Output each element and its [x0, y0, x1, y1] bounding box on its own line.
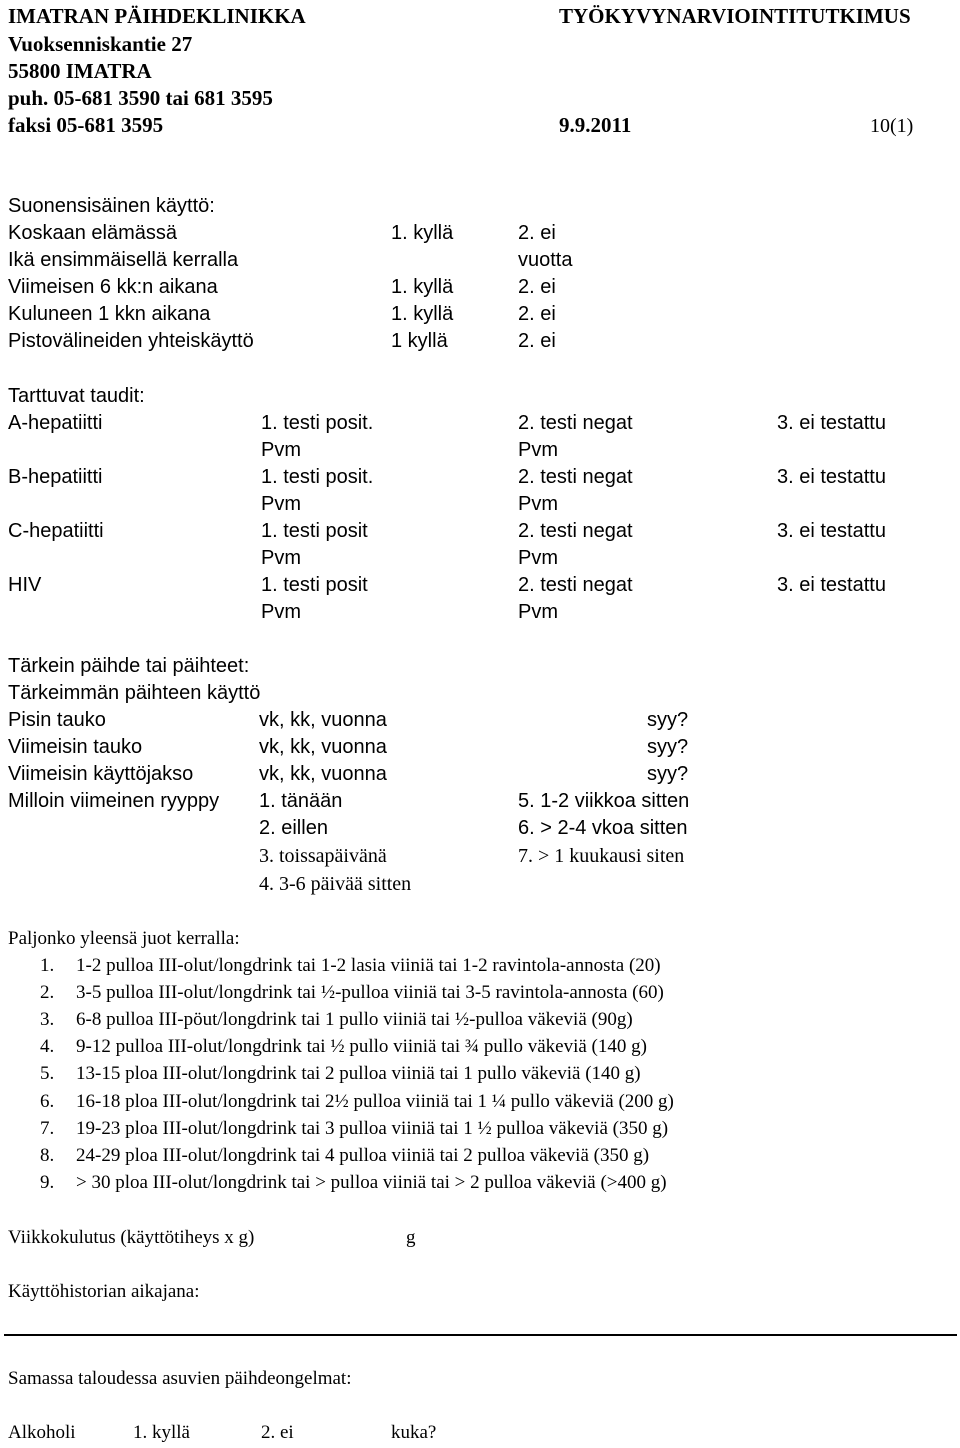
pause-row-reason: syy?: [647, 709, 689, 731]
infection-option-negative[interactable]: 2. testi negat: [518, 520, 633, 542]
weekly-consumption-label: Viikkokulutus (käyttötiheys x g): [8, 1227, 255, 1248]
positive-date-label: Pvm: [261, 547, 301, 569]
amount-option-number[interactable]: 1.: [40, 955, 55, 976]
pause-row-label: Viimeisin tauko: [8, 736, 143, 758]
iv-row-label: Pistovälineiden yhteiskäyttö: [8, 330, 254, 352]
history-timeline-label: Käyttöhistorian aikajana:: [8, 1281, 200, 1302]
main-substance-label: Tärkein päihde tai päihteet:: [8, 655, 250, 677]
timeline-rule: [4, 1334, 957, 1336]
infection-label: HIV: [8, 574, 42, 596]
pause-row-label: Pisin tauko: [8, 709, 106, 731]
amount-option-text[interactable]: 6-8 pulloa III-pöut/longdrink tai 1 pullo viiniä tai ½-pulloa väkeviä (90g): [76, 1009, 633, 1030]
household-option-yes[interactable]: 1. kyllä: [133, 1422, 190, 1443]
household-problems-label: Samassa taloudessa asuvien päihdeongelmat:: [8, 1368, 352, 1389]
pause-row-reason: syy?: [647, 736, 689, 758]
amount-option-text[interactable]: 1-2 pulloa III-olut/longdrink tai 1-2 lasia viiniä tai 1-2 ravintola-annosta (20): [76, 955, 661, 976]
amount-title: Paljonko yleensä juot kerralla:: [8, 928, 240, 949]
pause-row-unit: vk, kk, vuonna: [259, 736, 387, 758]
infection-option-negative[interactable]: 2. testi negat: [518, 574, 633, 596]
amount-option-number[interactable]: 9.: [40, 1172, 55, 1193]
infections-title: Tarttuvat taudit:: [8, 385, 145, 407]
weekly-consumption-unit: g: [406, 1227, 416, 1248]
main-substance-use-label: Tärkeimmän päihteen käyttö: [8, 682, 261, 704]
phone-number: puh. 05-681 3590 tai 681 3595: [8, 86, 273, 110]
fax-number: faksi 05-681 3595: [8, 113, 164, 137]
household-who-label: kuka?: [391, 1422, 437, 1443]
infection-label: A-hepatiitti: [8, 412, 103, 434]
pause-row-unit: vk, kk, vuonna: [259, 763, 387, 785]
iv-row-label: Kuluneen 1 kkn aikana: [8, 303, 211, 325]
iv-row-option-no[interactable]: 2. ei: [518, 222, 556, 244]
iv-row-label: Viimeisen 6 kk:n aikana: [8, 276, 218, 298]
infection-option-positive[interactable]: 1. testi posit.: [261, 412, 374, 434]
last-binge-option[interactable]: 7. > 1 kuukausi siten: [518, 845, 685, 867]
iv-row-label: Ikä ensimmäisellä kerralla: [8, 249, 239, 271]
amount-option-text[interactable]: 24-29 ploa III-olut/longdrink tai 4 pulloa viiniä tai 2 pulloa väkeviä (350 g): [76, 1145, 650, 1166]
amount-option-text[interactable]: 9-12 pulloa III-olut/longdrink tai ½ pullo viiniä tai ¾ pullo väkeviä (140 g): [76, 1036, 647, 1057]
amount-option-number[interactable]: 3.: [40, 1009, 55, 1030]
iv-row-option-yes[interactable]: 1 kyllä: [391, 330, 448, 352]
amount-option-text[interactable]: 19-23 ploa III-olut/longdrink tai 3 pulloa viiniä tai 1 ½ pulloa väkeviä (350 g): [76, 1118, 669, 1139]
amount-option-number[interactable]: 7.: [40, 1118, 55, 1139]
infection-option-negative[interactable]: 2. testi negat: [518, 412, 633, 434]
document-date: 9.9.2011: [559, 113, 632, 137]
amount-option-text[interactable]: 16-18 ploa III-olut/longdrink tai 2½ pulloa viiniä tai 1 ¼ pullo väkeviä (200 g): [76, 1091, 674, 1112]
iv-use-title: Suonensisäinen käyttö:: [8, 195, 215, 217]
negative-date-label: Pvm: [518, 547, 558, 569]
infection-option-positive[interactable]: 1. testi posit: [261, 520, 368, 542]
positive-date-label: Pvm: [261, 439, 301, 461]
infection-option-negative[interactable]: 2. testi negat: [518, 466, 633, 488]
last-binge-option[interactable]: 1. tänään: [259, 790, 343, 812]
iv-row-label: Koskaan elämässä: [8, 222, 177, 244]
amount-option-number[interactable]: 4.: [40, 1036, 55, 1057]
amount-option-number[interactable]: 2.: [40, 982, 55, 1003]
infection-option-positive[interactable]: 1. testi posit.: [261, 466, 374, 488]
iv-row-unit: vuotta: [518, 249, 573, 271]
iv-row-option-no[interactable]: 2. ei: [518, 276, 556, 298]
amount-option-number[interactable]: 6.: [40, 1091, 55, 1112]
last-binge-option[interactable]: 6. > 2-4 vkoa sitten: [518, 817, 688, 839]
iv-row-option-no[interactable]: 2. ei: [518, 330, 556, 352]
infection-option-not-tested[interactable]: 3. ei testattu: [777, 412, 886, 434]
city-address: 55800 IMATRA: [8, 59, 152, 83]
negative-date-label: Pvm: [518, 439, 558, 461]
infection-option-not-tested[interactable]: 3. ei testattu: [777, 466, 886, 488]
pause-row-reason: syy?: [647, 763, 689, 785]
last-binge-label: Milloin viimeinen ryyppy: [8, 790, 220, 812]
infection-option-not-tested[interactable]: 3. ei testattu: [777, 574, 886, 596]
iv-row-option-no[interactable]: 2. ei: [518, 303, 556, 325]
last-binge-option[interactable]: 3. toissapäivänä: [259, 845, 387, 867]
pause-row-label: Viimeisin käyttöjakso: [8, 763, 194, 785]
amount-option-number[interactable]: 5.: [40, 1063, 55, 1084]
amount-option-number[interactable]: 8.: [40, 1145, 55, 1166]
last-binge-option[interactable]: 5. 1-2 viikkoa sitten: [518, 790, 690, 812]
iv-row-option-yes[interactable]: 1. kyllä: [391, 222, 454, 244]
pause-row-unit: vk, kk, vuonna: [259, 709, 387, 731]
positive-date-label: Pvm: [261, 493, 301, 515]
form-title: TYÖKYVYNARVIOINTITUTKIMUS: [559, 4, 911, 28]
amount-option-text[interactable]: > 30 ploa III-olut/longdrink tai > pulloa viiniä tai > 2 pulloa väkeviä (>400 g): [76, 1172, 667, 1193]
positive-date-label: Pvm: [261, 601, 301, 623]
clinic-name: IMATRAN PÄIHDEKLINIKKA: [8, 4, 306, 28]
negative-date-label: Pvm: [518, 493, 558, 515]
negative-date-label: Pvm: [518, 601, 558, 623]
amount-option-text[interactable]: 13-15 ploa III-olut/longdrink tai 2 pulloa viiniä tai 1 pullo väkeviä (140 g): [76, 1063, 641, 1084]
iv-row-option-yes[interactable]: 1. kyllä: [391, 276, 454, 298]
household-option-no[interactable]: 2. ei: [261, 1422, 294, 1443]
infection-option-positive[interactable]: 1. testi posit: [261, 574, 368, 596]
infection-label: B-hepatiitti: [8, 466, 103, 488]
infection-option-not-tested[interactable]: 3. ei testattu: [777, 520, 886, 542]
iv-row-option-yes[interactable]: 1. kyllä: [391, 303, 454, 325]
street-address: Vuoksenniskantie 27: [8, 32, 193, 56]
household-alcohol-label: Alkoholi: [8, 1422, 76, 1443]
last-binge-option[interactable]: 4. 3-6 päivää sitten: [259, 873, 412, 895]
last-binge-option[interactable]: 2. eillen: [259, 817, 328, 839]
amount-option-text[interactable]: 3-5 pulloa III-olut/longdrink tai ½-pulloa viiniä tai 3-5 ravintola-annosta (60): [76, 982, 664, 1003]
page-number: 10(1): [870, 115, 914, 137]
infection-label: C-hepatiitti: [8, 520, 104, 542]
